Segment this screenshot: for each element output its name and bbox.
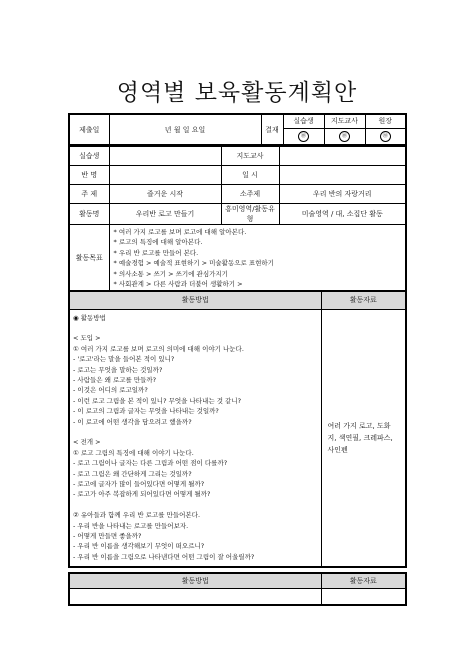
method-line: ① 로고 그림의 특징에 대해 이야기 나눈다. [73, 448, 194, 457]
teacher-label: 지도교사 [221, 146, 279, 165]
theme-label: 주 제 [69, 184, 109, 203]
goal-item: * 로고의 특징에 대해 알아본다. [113, 238, 203, 247]
footer-methods-field[interactable] [69, 588, 321, 605]
director-stamp-cell[interactable] [365, 128, 406, 145]
method-line: - 우리 반 이름을 그림으로 나타낸다면 어떤 그림이 잘 어울릴까? [73, 552, 255, 561]
method-line: ② 유아들과 함께 우리 반 로고를 만들어본다. [73, 511, 201, 520]
goal-item: * 여러 가지 로고를 보며 로고에 대해 알아본다. [113, 227, 247, 236]
submit-date-field[interactable]: 년 월 일 요일 [109, 114, 261, 145]
activity-name-value[interactable]: 우리반 로고 만들기 [109, 203, 221, 224]
goal-item: * 예술경험 > 예술적 표현하기 > 미술활동으로 표현하기 [113, 259, 274, 268]
footer-materials-header: 활동자료 [321, 573, 406, 588]
method-line: ◉ 활동방법 [73, 313, 106, 322]
theme-value[interactable]: 즐거운 시작 [109, 184, 221, 203]
trainee-label: 실습생 [69, 146, 109, 165]
method-line: - 사람들은 왜 로고를 만들까? [73, 375, 157, 384]
submission-approval-table [68, 113, 407, 146]
trainee-stamp-cell[interactable] [283, 128, 324, 145]
method-line [73, 427, 318, 437]
approver-director: 원장 [365, 114, 406, 128]
approver-trainee: 실습생 [283, 114, 324, 128]
goals-list[interactable] [109, 224, 406, 293]
method-line: ① 여러 가지 로고를 보며 로고의 의미에 대해 이야기 나눈다. [73, 344, 244, 353]
stamp-icon: ㊞ [380, 131, 391, 142]
method-line: < 도입 > [73, 334, 101, 343]
method-line: - 로고에 글자가 많이 들어있다면 어떻게 될까? [73, 480, 205, 488]
datetime-field[interactable] [279, 165, 406, 184]
method-line: - 로고가 아주 복잡하게 되어있다면 어떻게 될까? [73, 490, 211, 499]
datetime-label: 일 시 [221, 165, 279, 184]
document-title: 영역별 보육활동계획안 [116, 80, 358, 106]
method-line: - 로고는 무엇을 말하는 것일까? [73, 365, 163, 374]
methods-header: 활동방법 [69, 291, 321, 309]
approval-label: 결재 [261, 114, 283, 145]
approver-teacher: 지도교사 [324, 114, 365, 128]
method-line: - 우리 반 이름을 생각해보기 무엇이 떠오르니? [73, 542, 205, 551]
method-line: - 이 로고의 그림과 글자는 무엇을 나타내는 것일까? [73, 407, 219, 416]
materials-header: 활동자료 [321, 291, 406, 309]
subtheme-label: 소주제 [221, 184, 279, 203]
activity-name-label: 활동명 [69, 203, 109, 224]
goal-item: * 우리 반 로고를 만들어 본다. [113, 248, 199, 257]
goal-item: * 의사소통 > 쓰기 > 쓰기에 관심가지기 [113, 269, 228, 278]
activity-type-label: 흥미영역/활동유형 [221, 203, 279, 224]
method-line: - '로고'라는 말을 들어본 적이 있니? [73, 355, 175, 364]
stamp-icon: ㊞ [298, 131, 309, 142]
activity-type-value[interactable]: 미술영역 / 대, 소집단 활동 [279, 203, 406, 224]
method-line: - 이런 로고 그림을 본 적이 있니? 무엇을 나타내는 것 같니? [73, 396, 242, 405]
method-line: < 전개 > [73, 438, 101, 447]
method-line: - 어떻게 만들면 좋을까? [73, 532, 142, 541]
class-label: 반 명 [69, 165, 109, 184]
activity-method-table [68, 290, 407, 568]
materials-content[interactable] [321, 309, 406, 567]
footer-methods-header: 활동방법 [69, 573, 321, 588]
method-line: - 우리 반을 나타내는 로고를 만들어보자. [73, 521, 189, 530]
teacher-stamp-cell[interactable] [324, 128, 365, 145]
goals-label: 활동목표 [69, 224, 109, 293]
method-line: - 이 로고에 어떤 생각을 담으려고 했을까? [73, 417, 192, 426]
method-line [73, 323, 318, 333]
methods-content[interactable] [69, 309, 321, 567]
footer-materials-field[interactable] [321, 588, 406, 605]
method-line [73, 500, 318, 510]
subtheme-value[interactable]: 우리 반의 자랑거리 [279, 184, 406, 203]
method-line: - 이것은 어디의 로고일까? [73, 386, 148, 395]
stamp-icon: ㊞ [339, 131, 350, 142]
method-line: - 로고 그림은 왜 간단하게 그리는 것일까? [73, 469, 192, 478]
method-line: - 로고 그림이나 글자는 다른 그림과 어떤 점이 다를까? [73, 459, 228, 468]
materials-text: 여러 가지 로고, 도화지, 색연필, 크레파스, 사인펜 [327, 421, 393, 454]
submit-date-label: 제출일 [69, 114, 109, 145]
trainee-field[interactable] [109, 146, 221, 165]
class-field[interactable] [109, 165, 221, 184]
teacher-field[interactable] [279, 146, 406, 165]
footer-method-table [68, 572, 407, 606]
goal-item: * 사회관계 > 다른 사람과 더불어 생활하기 > [113, 280, 243, 289]
activity-info-table [68, 145, 407, 294]
